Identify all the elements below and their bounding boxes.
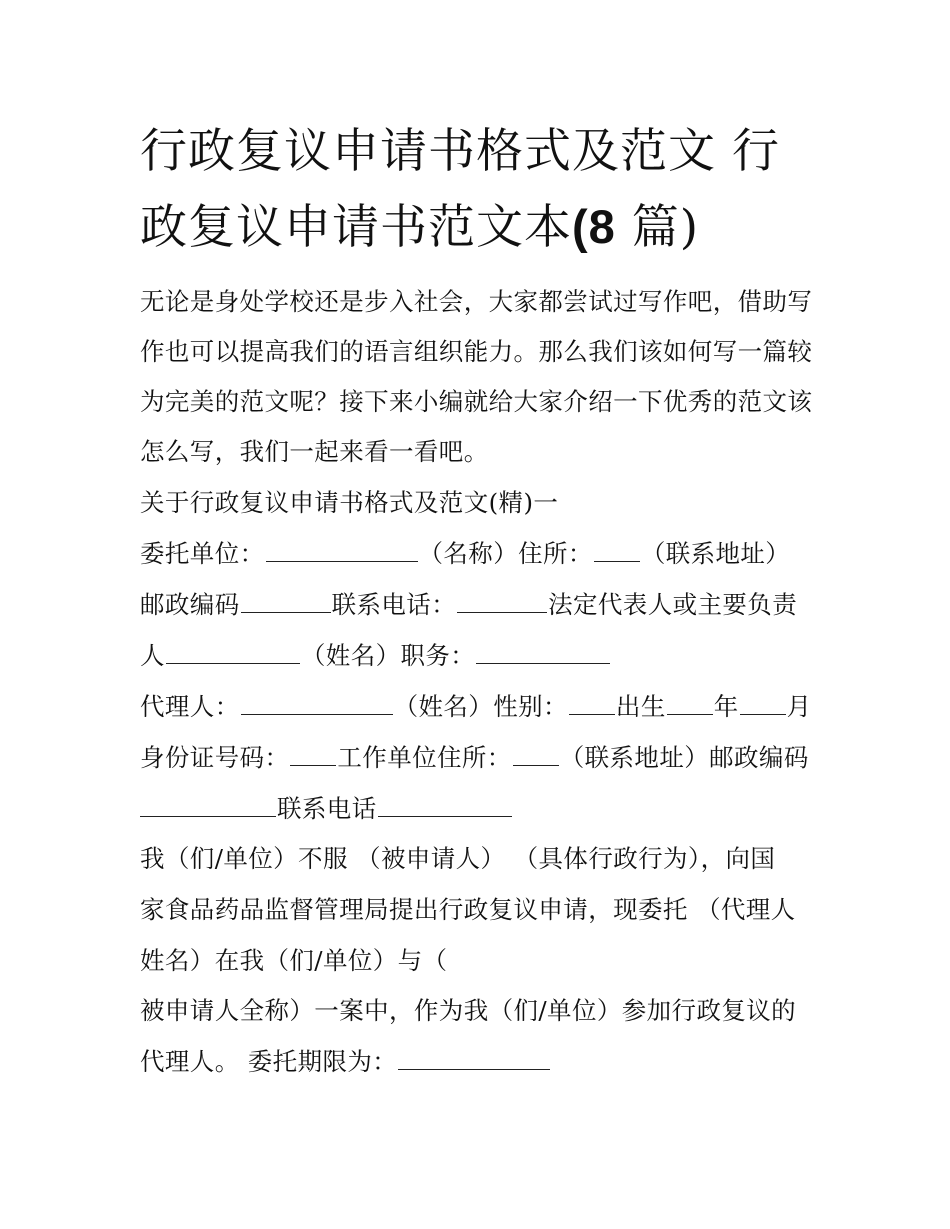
intro-line-2: 作也可以提高我们的语言组织能力。那么我们该如何写一篇较	[140, 337, 813, 366]
blank-id-number	[290, 743, 336, 766]
label-agent-phone: 联系电话	[277, 794, 377, 823]
blank-person-name	[166, 641, 300, 664]
title-line-2-suffix: 篇)	[615, 200, 700, 255]
blank-birth-month	[740, 692, 786, 715]
label-term: 代理人。 委托期限为：	[140, 1047, 398, 1076]
blank-term	[398, 1047, 550, 1070]
label-name-address: （名称）住所：	[418, 539, 593, 568]
label-entrusting-unit: 委托单位：	[140, 539, 265, 568]
section-heading: 关于行政复议申请书格式及范文(精)一	[140, 488, 559, 517]
intro-line-4: 怎么写，我们一起来看一看吧。	[140, 437, 489, 466]
body-line-1: 我（们/单位）不服 （被申请人） （具体行政行为），向国	[140, 844, 776, 873]
label-phone: 联系电话：	[331, 590, 457, 619]
form-line-entrusting-unit	[140, 539, 790, 569]
blank-agent-postcode	[140, 794, 276, 817]
label-id-number: 身份证号码：	[140, 743, 290, 772]
document-title	[140, 114, 820, 265]
body-line-4: 被申请人全称）一案中，作为我（们/单位）参加行政复议的	[140, 996, 797, 1025]
label-postcode: 邮政编码	[140, 590, 240, 619]
label-name-gender: （姓名）性别：	[393, 692, 568, 721]
body-line-2: 家食品药品监督管理局提出行政复议申请，现委托 （代理人	[140, 895, 796, 924]
blank-unit-name	[266, 539, 418, 562]
blank-gender	[569, 692, 615, 715]
label-work-address: 工作单位住所：	[337, 743, 512, 772]
form-line-postcode	[140, 590, 797, 620]
title-line-2-prefix: 政复议申请书范文本	[140, 200, 572, 255]
body-line-3: 姓名）在我（们/单位）与（	[140, 946, 448, 975]
label-month: 月	[786, 692, 812, 721]
label-born: 出生	[615, 692, 666, 721]
form-line-agent-phone	[140, 794, 513, 824]
title-line-1: 行政复议申请书格式及范文 行	[140, 124, 780, 179]
blank-work-address	[513, 743, 559, 766]
label-contact-address: （联系地址）	[640, 539, 791, 568]
label-year: 年	[713, 692, 739, 721]
form-line-person-in-charge	[140, 641, 611, 671]
body-line-term	[140, 1047, 551, 1077]
label-person: 人	[140, 641, 165, 670]
form-line-id-number	[140, 743, 809, 773]
title-line-2-bold: (8	[572, 200, 616, 253]
label-legal-rep: 法定代表人或主要负责	[548, 590, 798, 619]
form-line-agent	[140, 692, 812, 722]
label-contact-postcode: （联系地址）邮政编码	[559, 743, 809, 772]
label-name-position: （姓名）职务：	[300, 641, 476, 670]
blank-agent-phone	[378, 794, 512, 817]
blank-phone	[457, 590, 547, 613]
intro-line-1: 无论是身处学校还是步入社会，大家都尝试过写作吧，借助写	[140, 287, 813, 316]
blank-birth-year	[667, 692, 713, 715]
blank-postcode	[241, 590, 331, 613]
blank-address	[594, 539, 640, 562]
blank-position	[476, 641, 610, 664]
label-agent: 代理人：	[140, 692, 240, 721]
intro-line-3: 为完美的范文呢？接下来小编就给大家介绍一下优秀的范文该	[140, 387, 813, 416]
blank-agent-name	[241, 692, 393, 715]
